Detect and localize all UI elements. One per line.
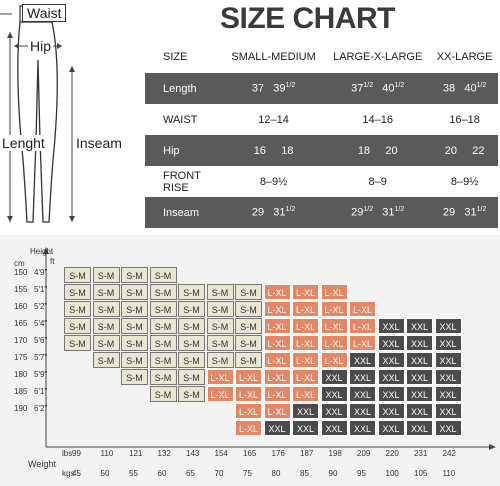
size-cell: S-M xyxy=(93,267,120,283)
size-cell: S-M xyxy=(207,301,234,317)
size-cell: S-M xyxy=(178,301,205,317)
ft-label: ft xyxy=(50,257,55,266)
weight-lbs-tick: 154 xyxy=(214,449,228,458)
height-cm-tick: 160 xyxy=(14,302,28,311)
weight-kgs-tick: 75 xyxy=(243,469,252,478)
weight-kgs-tick: 45 xyxy=(72,469,81,478)
size-cell: XXL xyxy=(378,352,405,368)
size-cell: XXL xyxy=(435,352,462,368)
size-cell: XXL xyxy=(292,420,319,436)
size-cell: S-M xyxy=(150,267,177,283)
weight-kgs-tick: 80 xyxy=(271,469,281,478)
kgs-label: kgs xyxy=(62,469,75,478)
size-cell: XXL xyxy=(435,420,462,436)
height-cm-tick: 190 xyxy=(14,404,28,413)
height-cm-tick: 185 xyxy=(14,387,28,396)
header-xx-large: XX-LARGE xyxy=(431,40,498,73)
table-row-inseam xyxy=(145,197,498,228)
size-cell: S-M xyxy=(121,301,148,317)
size-cell: L-XL xyxy=(321,352,348,368)
height-ft-tick: 4'9" xyxy=(34,268,48,277)
size-cell: XXL xyxy=(435,386,462,402)
weight-lbs-tick: 121 xyxy=(129,449,143,458)
row-label: Inseam xyxy=(145,197,223,228)
page-title: SIZE CHART xyxy=(220,2,395,35)
size-cell: XXL xyxy=(406,420,433,436)
weight-kgs-tick: 50 xyxy=(100,469,110,478)
weight-lbs-tick: 231 xyxy=(414,449,428,458)
height-ft-tick: 5'9" xyxy=(34,370,48,379)
weight-kgs-tick: 90 xyxy=(328,469,338,478)
cell-value: 8–9½ xyxy=(223,166,324,197)
size-cell: XXL xyxy=(378,318,405,334)
size-cell: S-M xyxy=(64,284,91,300)
size-cell: L-XL xyxy=(235,420,262,436)
cell-value: 14–16 xyxy=(324,104,431,135)
size-cell: S-M xyxy=(121,318,148,334)
size-cell: XXL xyxy=(406,352,433,368)
size-cell: L-XL xyxy=(264,335,291,351)
size-cell: S-M xyxy=(93,335,120,351)
size-cell: L-XL xyxy=(292,301,319,317)
size-cell: S-M xyxy=(178,386,205,402)
size-cell: XXL xyxy=(378,403,405,419)
row-label: Length xyxy=(145,73,223,104)
size-cell: L-XL xyxy=(235,386,262,402)
size-cell: S-M xyxy=(178,369,205,385)
size-cell: XXL xyxy=(406,403,433,419)
size-cell: S-M xyxy=(121,267,148,283)
height-cm-tick: 180 xyxy=(14,370,28,379)
size-cell: S-M xyxy=(150,369,177,385)
cell-value: 16–18 xyxy=(431,104,498,135)
size-cell: S-M xyxy=(121,352,148,368)
height-axis-label: Height xyxy=(30,247,54,256)
size-cell: S-M xyxy=(150,284,177,300)
height-cm-tick: 165 xyxy=(14,319,28,328)
waist-label: Waist xyxy=(22,4,66,22)
size-cell: XXL xyxy=(264,420,291,436)
weight-lbs-tick: 143 xyxy=(186,449,200,458)
cell-value: 8–9½ xyxy=(431,166,498,197)
size-cell: XXL xyxy=(321,386,348,402)
height-ft-tick: 5'6" xyxy=(34,336,48,345)
size-cell: S-M xyxy=(178,318,205,334)
weight-lbs-tick: 99 xyxy=(72,449,81,458)
size-cell: S-M xyxy=(178,335,205,351)
size-cell: L-XL xyxy=(349,318,376,334)
size-cell: L-XL xyxy=(292,386,319,402)
weight-lbs-tick: 220 xyxy=(385,449,399,458)
size-cell: S-M xyxy=(93,352,120,368)
size-cell: XXL xyxy=(378,369,405,385)
size-cell: S-M xyxy=(64,335,91,351)
cell-value: 20 22 xyxy=(431,135,498,166)
size-cell: XXL xyxy=(321,369,348,385)
size-cell: L-XL xyxy=(264,369,291,385)
size-cell: L-XL xyxy=(235,369,262,385)
size-cell: L-XL xyxy=(321,335,348,351)
size-cell: XXL xyxy=(321,403,348,419)
weight-lbs-tick: 187 xyxy=(300,449,314,458)
table-row-hip xyxy=(145,135,498,166)
table-row-waist xyxy=(145,104,498,135)
size-cell: S-M xyxy=(121,284,148,300)
size-cell: S-M xyxy=(150,301,177,317)
size-cell: S-M xyxy=(150,335,177,351)
height-cm-tick: 155 xyxy=(14,285,28,294)
size-cell: S-M xyxy=(64,267,91,283)
size-cell: L-XL xyxy=(321,318,348,334)
size-cell: S-M xyxy=(207,318,234,334)
cell-value: 12–14 xyxy=(223,104,324,135)
size-cell: S-M xyxy=(207,284,234,300)
size-cell: XXL xyxy=(406,369,433,385)
size-cell: XXL xyxy=(406,335,433,351)
length-label: Lenght xyxy=(2,135,45,151)
weight-kgs-tick: 55 xyxy=(129,469,138,478)
weight-lbs-tick: 165 xyxy=(243,449,257,458)
cell-value: 29 $31^{1/2}$ xyxy=(223,197,324,228)
size-cell: XXL xyxy=(435,403,462,419)
size-chart-header-section xyxy=(0,0,500,233)
size-cell: S-M xyxy=(64,301,91,317)
lbs-label: lbs xyxy=(62,449,73,458)
size-cell: L-XL xyxy=(264,318,291,334)
cell-value: 16 18 xyxy=(223,135,324,166)
weight-kgs-tick: 70 xyxy=(214,469,224,478)
cell-value: 8–9 xyxy=(324,166,431,197)
size-cell: S-M xyxy=(93,284,120,300)
size-cell: L-XL xyxy=(207,386,234,402)
size-cell: XXL xyxy=(378,335,405,351)
size-cell: XXL xyxy=(435,369,462,385)
size-cell: XXL xyxy=(435,335,462,351)
size-cell: XXL xyxy=(349,420,376,436)
cell-value: 29 $31^{1/2}$ xyxy=(431,197,498,228)
size-cell: XXL xyxy=(406,318,433,334)
height-ft-tick: 6'2" xyxy=(34,404,48,413)
size-cell: XXL xyxy=(321,420,348,436)
size-cell: S-M xyxy=(178,284,205,300)
weight-lbs-tick: 198 xyxy=(328,449,342,458)
weight-lbs-tick: 132 xyxy=(157,449,171,458)
cell-value: $37^{1/2}$ $40^{1/2}$ xyxy=(324,73,431,104)
size-cell: S-M xyxy=(150,386,177,402)
size-cell: L-XL xyxy=(292,369,319,385)
weight-lbs-tick: 242 xyxy=(442,449,456,458)
size-cell: XXL xyxy=(349,369,376,385)
cm-label: cm xyxy=(14,259,25,268)
size-cell: S-M xyxy=(235,301,262,317)
header-large-x-large: LARGE-X-LARGE xyxy=(324,40,431,73)
size-cell: XXL xyxy=(349,403,376,419)
weight-kgs-tick: 100 xyxy=(385,469,399,478)
size-cell: S-M xyxy=(121,335,148,351)
height-cm-tick: 175 xyxy=(14,353,28,362)
size-cell: L-XL xyxy=(321,284,348,300)
size-cell: S-M xyxy=(235,284,262,300)
size-cell: L-XL xyxy=(292,284,319,300)
size-cell: L-XL xyxy=(264,352,291,368)
size-cell: S-M xyxy=(235,335,262,351)
size-cell: L-XL xyxy=(264,301,291,317)
size-cell: S-M xyxy=(235,318,262,334)
size-cell: XXL xyxy=(378,420,405,436)
cell-value: $29^{1/2}$ $31^{1/2}$ xyxy=(324,197,431,228)
row-label: Hip xyxy=(145,135,223,166)
row-label: WAIST xyxy=(145,104,223,135)
weight-kgs-tick: 85 xyxy=(300,469,309,478)
size-cell: S-M xyxy=(64,318,91,334)
height-ft-tick: 5'2" xyxy=(34,302,48,311)
inseam-label: Inseam xyxy=(76,135,122,151)
size-cell: L-XL xyxy=(321,301,348,317)
table-header-row xyxy=(145,40,498,73)
size-cell: XXL xyxy=(435,318,462,334)
size-cell: S-M xyxy=(93,318,120,334)
size-cell: S-M xyxy=(121,369,148,385)
size-cell: L-XL xyxy=(264,386,291,402)
size-cell: XXL xyxy=(292,403,319,419)
weight-kgs-tick: 65 xyxy=(186,469,195,478)
weight-lbs-tick: 110 xyxy=(100,449,114,458)
cell-value: 18 20 xyxy=(324,135,431,166)
size-cell: L-XL xyxy=(292,318,319,334)
size-cell: L-XL xyxy=(292,335,319,351)
size-cell: XXL xyxy=(378,386,405,402)
height-cm-tick: 150 xyxy=(14,268,28,277)
size-cell: XXL xyxy=(349,352,376,368)
size-table xyxy=(145,40,498,228)
size-cell: L-XL xyxy=(235,403,262,419)
size-cell: S-M xyxy=(235,352,262,368)
weight-lbs-tick: 209 xyxy=(357,449,371,458)
row-label: FRONT RISE xyxy=(145,166,223,197)
size-cell: S-M xyxy=(207,352,234,368)
height-cm-tick: 170 xyxy=(14,336,28,345)
cell-value: 37 $39^{1/2}$ xyxy=(223,73,324,104)
weight-kgs-tick: 95 xyxy=(357,469,366,478)
header-small-medium: SMALL-MEDIUM xyxy=(223,40,324,73)
size-cell: XXL xyxy=(406,386,433,402)
table-row-front-rise xyxy=(145,166,498,197)
size-cell: L-XL xyxy=(292,352,319,368)
cell-value: 38 $40^{1/2}$ xyxy=(431,73,498,104)
leggings-illustration xyxy=(0,0,145,233)
size-cell: L-XL xyxy=(264,284,291,300)
weight-kgs-tick: 60 xyxy=(157,469,167,478)
header-size: SIZE xyxy=(145,40,223,73)
weight-axis-label: Weight xyxy=(28,459,56,469)
size-cell: S-M xyxy=(207,335,234,351)
size-cell: S-M xyxy=(150,352,177,368)
weight-lbs-tick: 176 xyxy=(271,449,285,458)
weight-kgs-tick: 110 xyxy=(442,469,456,478)
size-cell: L-XL xyxy=(349,335,376,351)
size-cell: L-XL xyxy=(349,301,376,317)
height-ft-tick: 5'4" xyxy=(34,319,48,328)
size-cell: S-M xyxy=(93,301,120,317)
height-ft-tick: 5'7" xyxy=(34,353,48,362)
size-cell: L-XL xyxy=(207,369,234,385)
size-cell: L-XL xyxy=(264,403,291,419)
height-weight-size-grid xyxy=(0,235,500,486)
size-cell: S-M xyxy=(150,318,177,334)
size-cell: XXL xyxy=(349,386,376,402)
height-ft-tick: 5'1" xyxy=(34,285,48,294)
hip-label: Hip xyxy=(30,38,52,54)
weight-kgs-tick: 105 xyxy=(414,469,428,478)
size-cell: S-M xyxy=(178,352,205,368)
height-ft-tick: 6'1" xyxy=(34,387,48,396)
table-row-length xyxy=(145,73,498,104)
